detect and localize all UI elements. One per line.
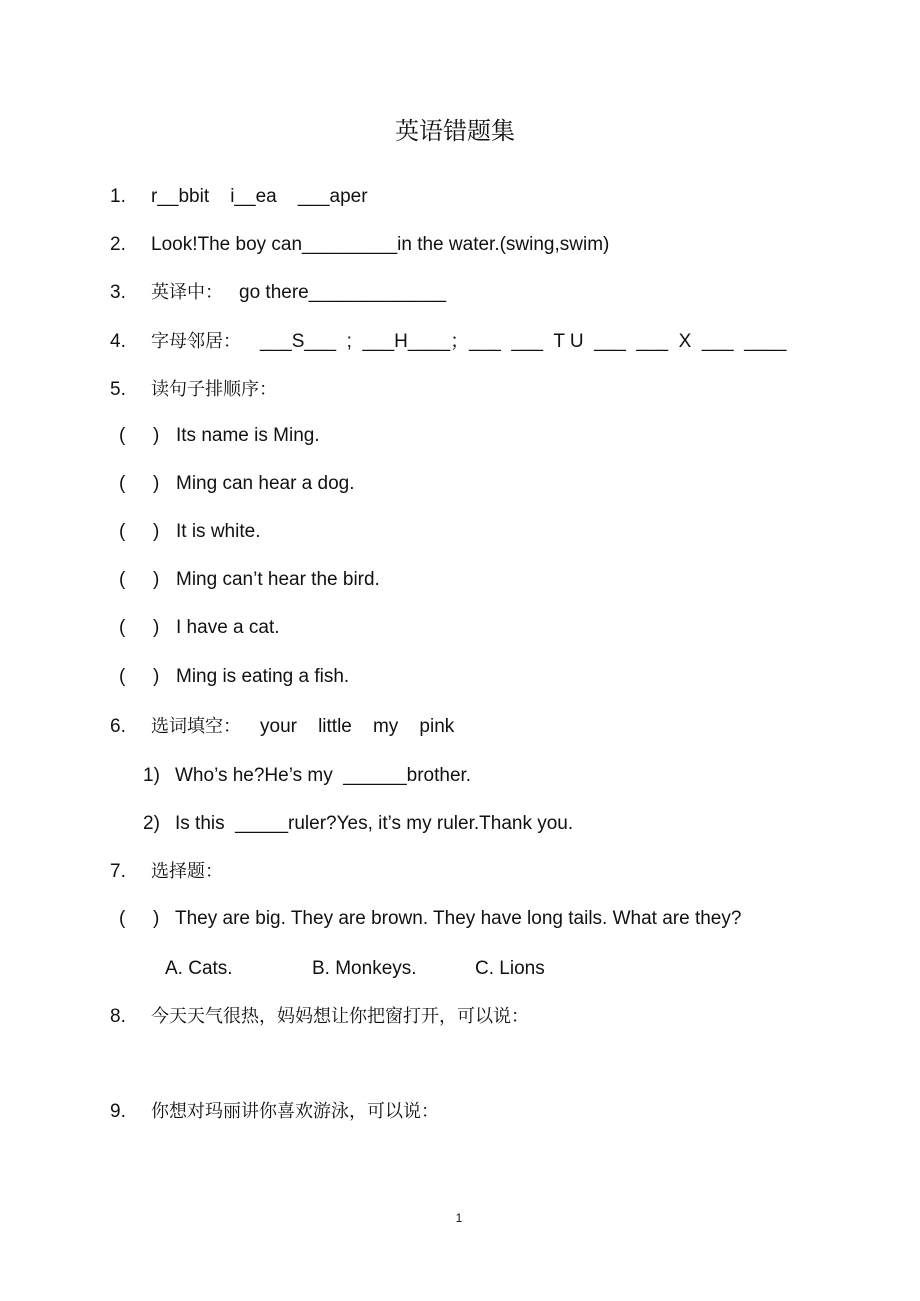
paren-close: ) [153,666,160,687]
paren-open: ( [119,425,126,446]
question-4-number: 4. [110,331,126,352]
question-8-number: 8. [110,1006,126,1027]
question-7-text: They are big. They are brown. They have long tails. What are they? [175,908,742,929]
question-8-text: 今天天气很热，妈妈想让你把窗打开，可以说： [151,1006,529,1027]
question-3-text: go there_____________ [239,282,447,303]
question-6-label: 选词填空： [151,716,241,737]
question-4-text: ___S___ ; ___H____；___ ___ T U ___ ___ X ___ ____ [260,331,787,352]
question-2-text: Look!The boy can_________in the water.(swing,swim) [151,234,610,255]
list-item: Ming can hear a dog. [176,473,355,494]
paren-open: ( [119,617,126,638]
sub-item-number: 2) [143,813,160,834]
question-1-text: r__bbit i__ea ___aper [151,186,368,207]
list-item: Ming is eating a fish. [176,666,350,687]
question-7-number: 7. [110,861,126,882]
question-4-label: 字母邻居： [151,331,241,352]
paren-close: ) [153,569,160,590]
paren-open: ( [119,473,126,494]
list-item: It is white. [176,521,261,542]
paren-open: ( [119,666,126,687]
question-6-word-bank: your little my pink [260,716,455,737]
option-c: C. Lions [475,958,545,979]
question-3-label: 英译中： [151,282,223,303]
sub-item-text: Is this _____ruler?Yes, it’s my ruler.Thank you. [175,813,574,834]
paren-open: ( [119,908,126,929]
sub-item-number: 1) [143,765,160,786]
paren-close: ) [153,521,160,542]
option-a: A. Cats. [165,958,233,979]
paren-close: ) [153,617,160,638]
question-5-label: 读句子排顺序： [151,379,277,400]
list-item: Ming can’t hear the bird. [176,569,380,590]
question-3-number: 3. [110,282,126,303]
option-b: B. Monkeys. [312,958,417,979]
question-9-number: 9. [110,1101,126,1122]
list-item: I have a cat. [176,617,280,638]
paren-close: ) [153,425,160,446]
question-5-number: 5. [110,379,126,400]
question-2-number: 2. [110,234,126,255]
question-1-number: 1. [110,186,126,207]
paren-open: ( [119,569,126,590]
paren-open: ( [119,521,126,542]
page-number: 1 [455,1211,463,1225]
question-7-label: 选择题： [151,861,223,882]
question-9-text: 你想对玛丽讲你喜欢游泳，可以说： [151,1101,439,1122]
page-title: 英语错题集 [395,117,515,145]
list-item: Its name is Ming. [176,425,320,446]
paren-close: ) [153,473,160,494]
paren-close: ) [153,908,160,929]
question-6-number: 6. [110,716,126,737]
sub-item-text: Who’s he?He’s my ______brother. [175,765,472,786]
